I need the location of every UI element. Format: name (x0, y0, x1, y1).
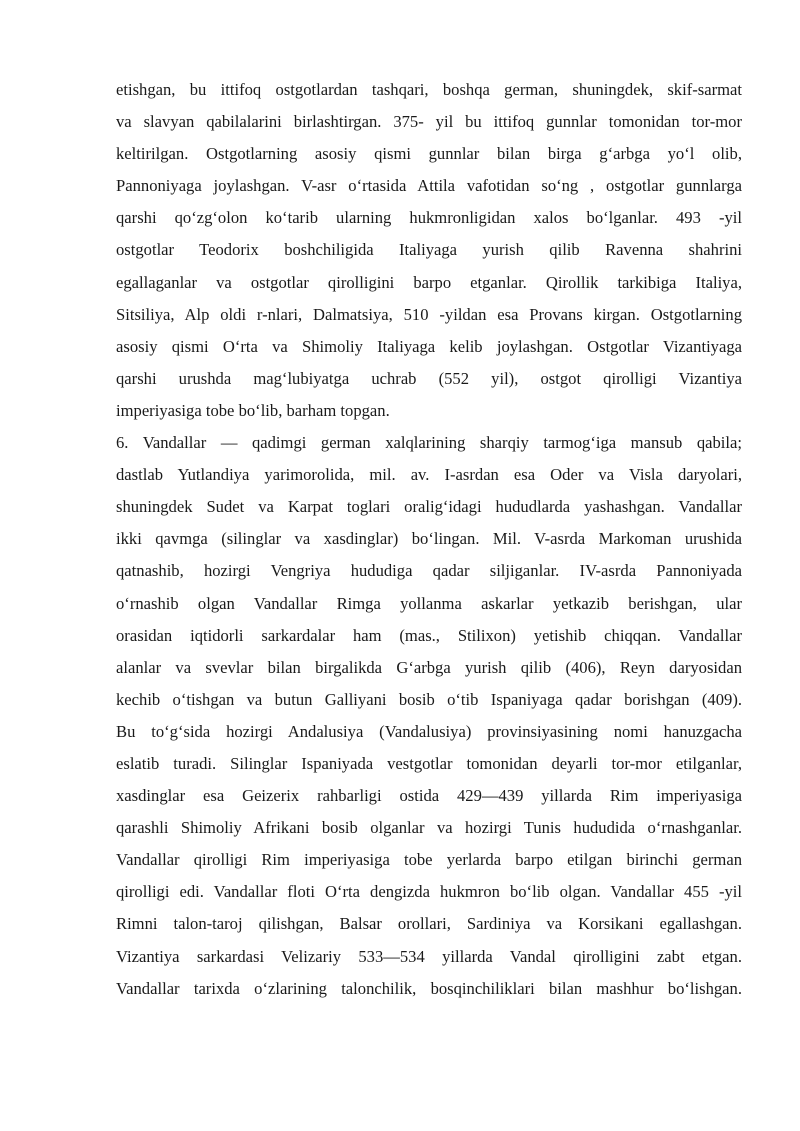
text-line: shuningdek Sudet va Karpat toglari oralig‘idagi hududlarda yashashgan. Vandallar (116, 497, 742, 517)
text-line: 6. Vandallar — qadimgi german xalqlarining sharqiy tarmog‘iga mansub qabila; (116, 433, 742, 453)
text-line: imperiyasiga tobe bo‘lib, barham topgan. (116, 400, 390, 420)
text-line: kechib o‘tishgan va butun Galliyani bosib o‘tib Ispaniyaga qadar borishgan (409). (116, 689, 742, 709)
text-line: qarshi qo‘zg‘olon ko‘tarib ularning hukmronligidan xalos bo‘lganlar. 493 -yil (116, 208, 742, 228)
paragraph-vandallar (116, 427, 742, 1005)
text-line: qatnashib, hozirgi Vengriya hududiga qadar siljiganlar. IV-asrda Pannoniyada (116, 561, 742, 581)
text-line: egallaganlar va ostgotlar qirolligini barpo etganlar. Qirollik tarkibiga Italiya, (116, 272, 742, 292)
text-line: Pannoniyaga joylashgan. V-asr o‘rtasida Attila vafotidan so‘ng , ostgotlar gunnlarga (116, 176, 742, 196)
text-line: qarashli Shimoliy Afrikani bosib olganlar va hozirgi Tunis hududida o‘rnashganlar. (116, 818, 742, 838)
text-line: xasdinglar esa Geizerix rahbarligi ostida 429—439 yillarda Rim imperiyasiga (116, 786, 742, 806)
text-line: dastlab Yutlandiya yarimorolida, mil. av. I-asrdan esa Oder va Visla daryolari, (116, 465, 742, 485)
document-body (116, 74, 742, 1005)
text-line: ostgotlar Teodorix boshchiligida Italiyaga yurish qilib Ravenna shahrini (116, 240, 742, 260)
text-line: Rimni talon-taroj qilishgan, Balsar orollari, Sardiniya va Korsikani egallashgan. (116, 914, 742, 934)
text-line: Vandallar tarixda o‘zlarining talonchilik, bosqinchiliklari bilan mashhur bo‘lishgan. (116, 978, 742, 998)
text-line: va slavyan qabilalarini birlashtirgan. 375- yil bu ittifoq gunnlar tomonidan tor-mor (116, 112, 742, 132)
text-line: Bu to‘g‘sida hozirgi Andalusiya (Vandalusiya) provinsiyasining nomi hanuzgacha (116, 721, 742, 741)
text-line: asosiy qismi O‘rta va Shimoliy Italiyaga kelib joylashgan. Ostgotlar Vizantiyaga (116, 336, 742, 356)
text-line: etishgan, bu ittifoq ostgotlardan tashqari, boshqa german, shuningdek, skif-sarmat (116, 80, 742, 99)
paragraph-ostgotlar (116, 74, 742, 427)
text-line: qarshi urushda mag‘lubiyatga uchrab (552 yil), ostgot qirolligi Vizantiya (116, 368, 742, 388)
text-line: Vizantiya sarkardasi Velizariy 533—534 yillarda Vandal qirolligini zabt etgan. (116, 946, 742, 966)
text-line: Vandallar qirolligi Rim imperiyasiga tobe yerlarda barpo etilgan birinchi german (116, 850, 742, 870)
text-line: ikki qavmga (silinglar va xasdinglar) bo‘lingan. Mil. V-asrda Markoman urushida (116, 529, 742, 549)
text-line: alanlar va svevlar bilan birgalikda G‘arbga yurish qilib (406), Reyn daryosidan (116, 657, 742, 677)
text-line: Sitsiliya, Alp oldi r-nlari, Dalmatsiya, 510 -yildan esa Provans kirgan. Ostgotlarning (116, 304, 742, 324)
text-line: eslatib turadi. Silinglar Ispaniyada vestgotlar tomonidan deyarli tor-mor etilganlar, (116, 753, 742, 773)
text-line: o‘rnashib olgan Vandallar Rimga yollanma askarlar yetkazib berishgan, ular (116, 593, 742, 613)
text-line: keltirilgan. Ostgotlarning asosiy qismi gunnlar bilan birga g‘arbga yo‘l olib, (116, 144, 742, 164)
text-line: qirolligi edi. Vandallar floti O‘rta dengizda hukmron bo‘lib olgan. Vandallar 455 -yil (116, 882, 742, 902)
text-line: orasidan iqtidorli sarkardalar ham (mas., Stilixon) yetishib chiqqan. Vandallar (116, 625, 742, 645)
